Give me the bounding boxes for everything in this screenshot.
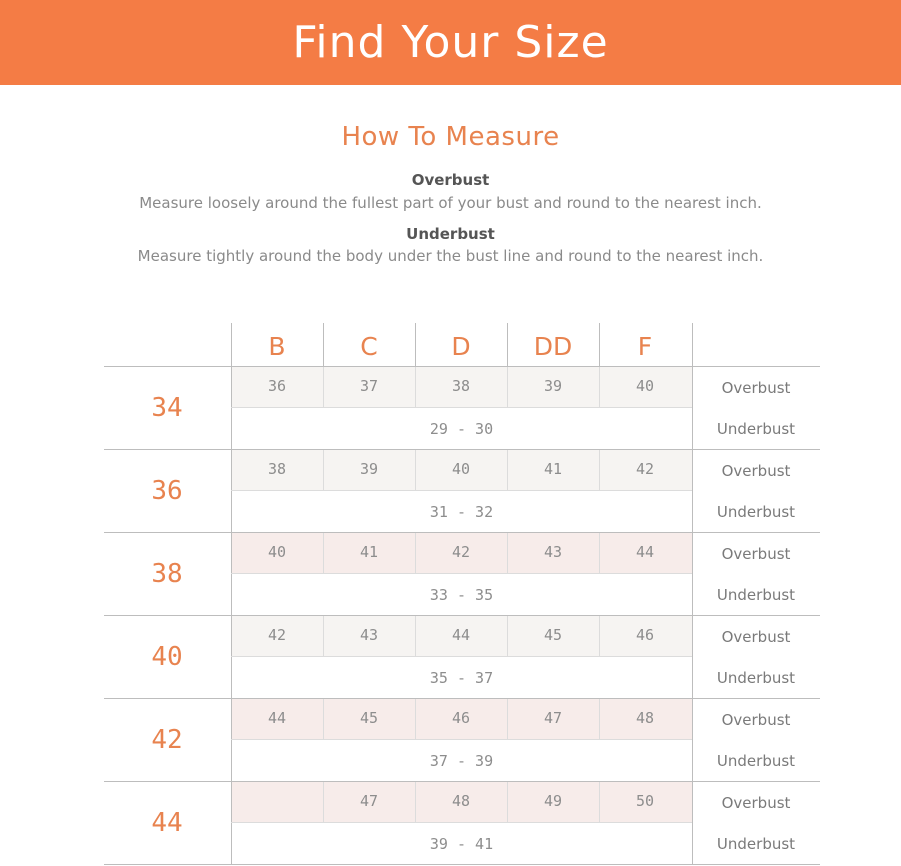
underbust-instructions: Measure tightly around the body under the bust line and round to the nearest inch. [137, 247, 764, 265]
band-size-34: 34 [151, 392, 183, 423]
cup-header-c: C [360, 331, 378, 361]
band-size-36: 36 [151, 475, 183, 506]
overbust-cell [231, 782, 323, 823]
overbust-cell: 47 [359, 791, 379, 810]
overbust-cell: 41 [359, 542, 379, 561]
overbust-cell: 44 [635, 542, 655, 561]
overbust-cell: 39 [543, 376, 563, 395]
column-divider [507, 323, 508, 366]
overbust-cell: 42 [635, 459, 655, 478]
overbust-label: Overbust [721, 793, 791, 812]
underbust-range: 31 - 32 [429, 503, 494, 521]
underbust-range: 29 - 30 [429, 420, 494, 438]
underbust-label: Underbust [716, 751, 796, 770]
cup-header-dd: DD [533, 331, 573, 361]
underbust-label: Underbust [716, 502, 796, 521]
overbust-cell: 46 [451, 708, 471, 727]
overbust-cell: 40 [635, 376, 655, 395]
overbust-cell: 43 [359, 625, 379, 644]
underbust-label: Underbust [716, 585, 796, 604]
cup-header-b: B [268, 331, 286, 361]
overbust-cell: 44 [451, 625, 471, 644]
overbust-cell: 38 [451, 376, 471, 395]
column-divider [415, 323, 416, 366]
overbust-cell: 50 [635, 791, 655, 810]
overbust-cell: 40 [267, 542, 287, 561]
underbust-range: 39 - 41 [429, 835, 494, 853]
overbust-cell: 38 [267, 459, 287, 478]
column-divider [599, 323, 600, 366]
underbust-range: 33 - 35 [429, 586, 494, 604]
cup-header-d: D [451, 331, 471, 361]
overbust-cell: 48 [451, 791, 471, 810]
overbust-cell: 39 [359, 459, 379, 478]
underbust-range: 35 - 37 [429, 669, 494, 687]
band-size-40: 40 [151, 641, 183, 672]
cup-header-f: F [637, 331, 653, 361]
overbust-cell: 48 [635, 708, 655, 727]
overbust-label: Overbust [721, 710, 791, 729]
band-size-44: 44 [151, 807, 183, 838]
overbust-cell: 42 [267, 625, 287, 644]
band-size-42: 42 [151, 724, 183, 755]
column-divider [323, 323, 324, 366]
overbust-cell: 40 [451, 459, 471, 478]
overbust-cell: 36 [267, 376, 287, 395]
overbust-instructions: Measure loosely around the fullest part of your bust and round to the nearest inch. [139, 194, 762, 212]
underbust-label: Underbust [716, 834, 796, 853]
band-size-38: 38 [151, 558, 183, 589]
overbust-cell: 47 [543, 708, 563, 727]
overbust-cell: 41 [543, 459, 563, 478]
underbust-label: Underbust [716, 668, 796, 687]
overbust-cell: 42 [451, 542, 471, 561]
underbust-range: 37 - 39 [429, 752, 494, 770]
how-to-measure-title: How To Measure [341, 122, 560, 152]
overbust-cell: 49 [543, 791, 563, 810]
overbust-heading: Overbust [411, 171, 490, 189]
overbust-cell: 43 [543, 542, 563, 561]
overbust-cell: 46 [635, 625, 655, 644]
overbust-cell: 44 [267, 708, 287, 727]
underbust-heading: Underbust [406, 225, 495, 243]
overbust-label: Overbust [721, 378, 791, 397]
underbust-label: Underbust [716, 419, 796, 438]
overbust-cell: 45 [543, 625, 563, 644]
row-group-rule [104, 864, 820, 865]
overbust-label: Overbust [721, 461, 791, 480]
overbust-label: Overbust [721, 627, 791, 646]
page-title: Find Your Size [292, 17, 609, 68]
overbust-cell: 45 [359, 708, 379, 727]
overbust-cell: 37 [359, 376, 379, 395]
overbust-label: Overbust [721, 544, 791, 563]
